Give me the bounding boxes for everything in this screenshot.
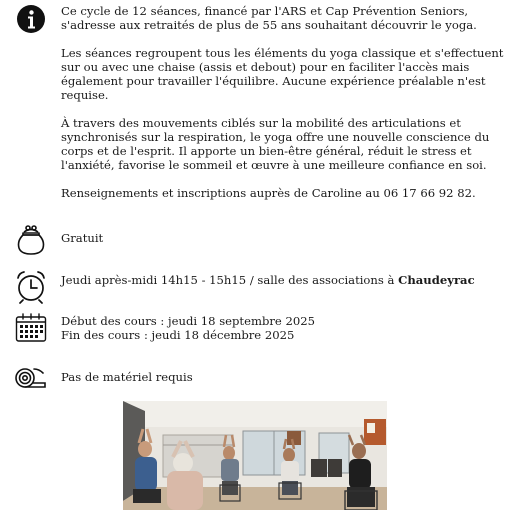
intro-line: s'adresse aux retraités de plus de 55 ans souhaitant découvrir le yoga.	[61, 18, 477, 32]
contact-line: Renseignements et inscriptions auprès de Caroline au 06 17 66 92 82.	[61, 186, 476, 200]
alarm-clock-icon	[14, 270, 48, 304]
intro-line: synchronisés sur la respiration, le yoga offre une nouvelle conscience du	[61, 130, 490, 144]
schedule-label: Jeudi après-midi 14h15 - 15h15 / salle des associations à	[61, 273, 399, 287]
intro-text	[61, 4, 504, 200]
start-date: Début des cours : jeudi 18 septembre 2025	[61, 314, 315, 328]
intro-line: Ce cycle de 12 séances, financé par l'ARS et Cap Prévention Seniors,	[61, 4, 469, 18]
intro-line: À travers des mouvements ciblés sur la mobilité des articulations et	[61, 116, 461, 130]
schedule-text	[61, 273, 501, 287]
calendar-icon	[14, 313, 48, 343]
equipment-label: Pas de matériel requis	[61, 370, 193, 384]
class-photo	[123, 401, 387, 510]
yoga-mat-icon	[14, 365, 48, 391]
price-text	[61, 231, 501, 245]
equipment-text	[61, 370, 501, 384]
info-icon	[14, 4, 48, 34]
dates-text	[61, 314, 501, 342]
purse-icon	[14, 224, 48, 256]
schedule-town: Chaudeyrac	[398, 273, 475, 287]
intro-line: l'anxiété, favorise le sommeil et œuvre à une meilleure confiance en soi.	[61, 158, 487, 172]
intro-line: corps et de l'esprit. Il apporte un bien-être général, réduit le stress et	[61, 144, 472, 158]
intro-line: requise.	[61, 88, 109, 102]
intro-line: également pour travailler l'équilibre. Aucune expérience préalable n'est	[61, 74, 486, 88]
price-label: Gratuit	[61, 231, 104, 245]
intro-line: sur ou avec une chaise (assis et debout) pour en faciliter l'accès mais	[61, 60, 470, 74]
intro-line: Les séances regroupent tous les éléments du yoga classique et s'effectuent	[61, 46, 504, 60]
end-date: Fin des cours : jeudi 18 décembre 2025	[61, 328, 295, 342]
